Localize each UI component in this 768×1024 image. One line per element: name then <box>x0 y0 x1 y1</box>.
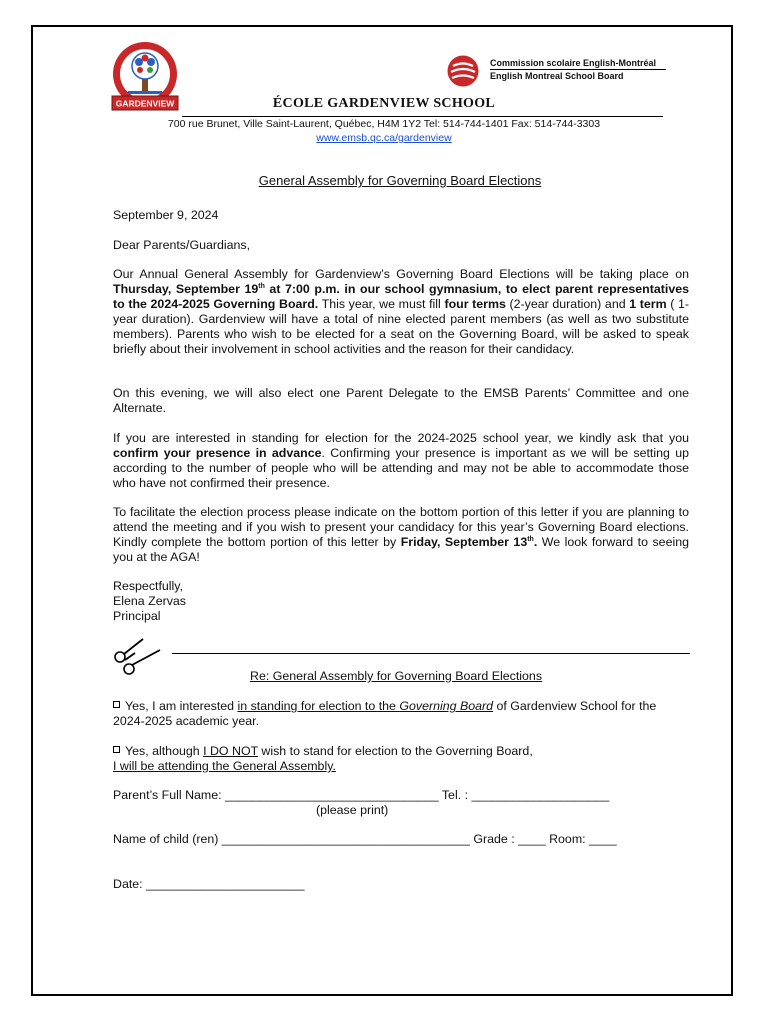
checkbox-icon[interactable] <box>113 746 120 753</box>
scissors-icon <box>113 636 163 676</box>
school-name: ÉCOLE GARDENVIEW SCHOOL <box>272 96 496 111</box>
checkbox-icon[interactable] <box>113 701 120 708</box>
option-stand-for-election[interactable]: Yes, I am interested in standing for election to the Governing Board of Gardenview School for the 2024-2025 academic year. <box>113 699 657 728</box>
signer-name: Elena Zervas <box>113 594 187 608</box>
header-divider <box>182 116 663 117</box>
signer-title: Principal <box>113 609 161 623</box>
paragraph-4: To facilitate the election process please indicate on the bottom portion of this letter if you are planning to attend the meeting and if you wish to present your candidacy for this year’s Governing Board elections. Kindly complete the bottom portion of this letter by Friday, September 13th. We look forward to seeing you at the AGA! <box>113 505 689 564</box>
board-name-en: English Montreal School Board <box>490 71 624 81</box>
board-name <box>490 57 656 83</box>
school-address: 700 rue Brunet, Ville Saint-Laurent, Québec, H4M 1Y2 Tel: 514-744-1401 Fax: 514-744-3303 <box>167 118 601 130</box>
letter-date: September 9, 2024 <box>113 208 219 222</box>
signature-block <box>113 579 689 624</box>
board-divider <box>490 69 666 70</box>
please-print-hint: (please print) <box>316 803 389 817</box>
paragraph-2: On this evening, we will also elect one Parent Delegate to the EMSB Parents’ Committee and one Alternate. <box>113 386 689 415</box>
board-name-fr: Commission scolaire English-Montréal <box>490 58 657 68</box>
closing: Respectfully, <box>113 579 184 593</box>
logo-text: GARDENVIEW <box>115 98 175 109</box>
letter-title: General Assembly for Governing Board Elections <box>258 173 542 188</box>
date-field[interactable]: Date: _______________________ <box>113 877 305 891</box>
school-website-link[interactable]: www.emsb.qc.ca/gardenview <box>316 132 452 144</box>
paragraph-3: If you are interested in standing for election for the 2024-2025 school year, we kindly ask that you confirm your presence in advance. Confirming your presence is important as we will be setting up according to the number of people who will be attending and may not be able to accommodate those who have not confirmed their presence. <box>113 431 689 490</box>
cut-line <box>172 653 690 654</box>
option-attend-only[interactable]: Yes, although I DO NOT wish to stand for election to the Governing Board, I will be attending the General Assembly. <box>113 744 533 773</box>
paragraph-1: Our Annual General Assembly for Gardenview’s Governing Board Elections will be taking place on Thursday, September 19th at 7:00 p.m. in our school gymnasium, to elect parent representatives to the 2024-2025 Governing Board. This year, we must fill four terms (2-year duration) and 1 term ( 1-year duration). Gardenview will have a total of nine elected parent members (as well as two substitute members). Parents who wish to be elected for a seat on the Governing Board, will be asked to speak briefly about their involvement in school activities and the reason for their candidacy. <box>113 267 690 356</box>
parent-name-field[interactable]: Parent’s Full Name: _______________________________ Tel. : ____________________ <box>113 788 610 802</box>
child-name-field[interactable]: Name of child (ren) ____________________________________ Grade : ____ Room: ____ <box>113 832 617 846</box>
slip-re: Re: General Assembly for Governing Board Elections <box>250 669 543 683</box>
emsb-logo <box>446 54 486 88</box>
salutation: Dear Parents/Guardians, <box>113 238 251 252</box>
